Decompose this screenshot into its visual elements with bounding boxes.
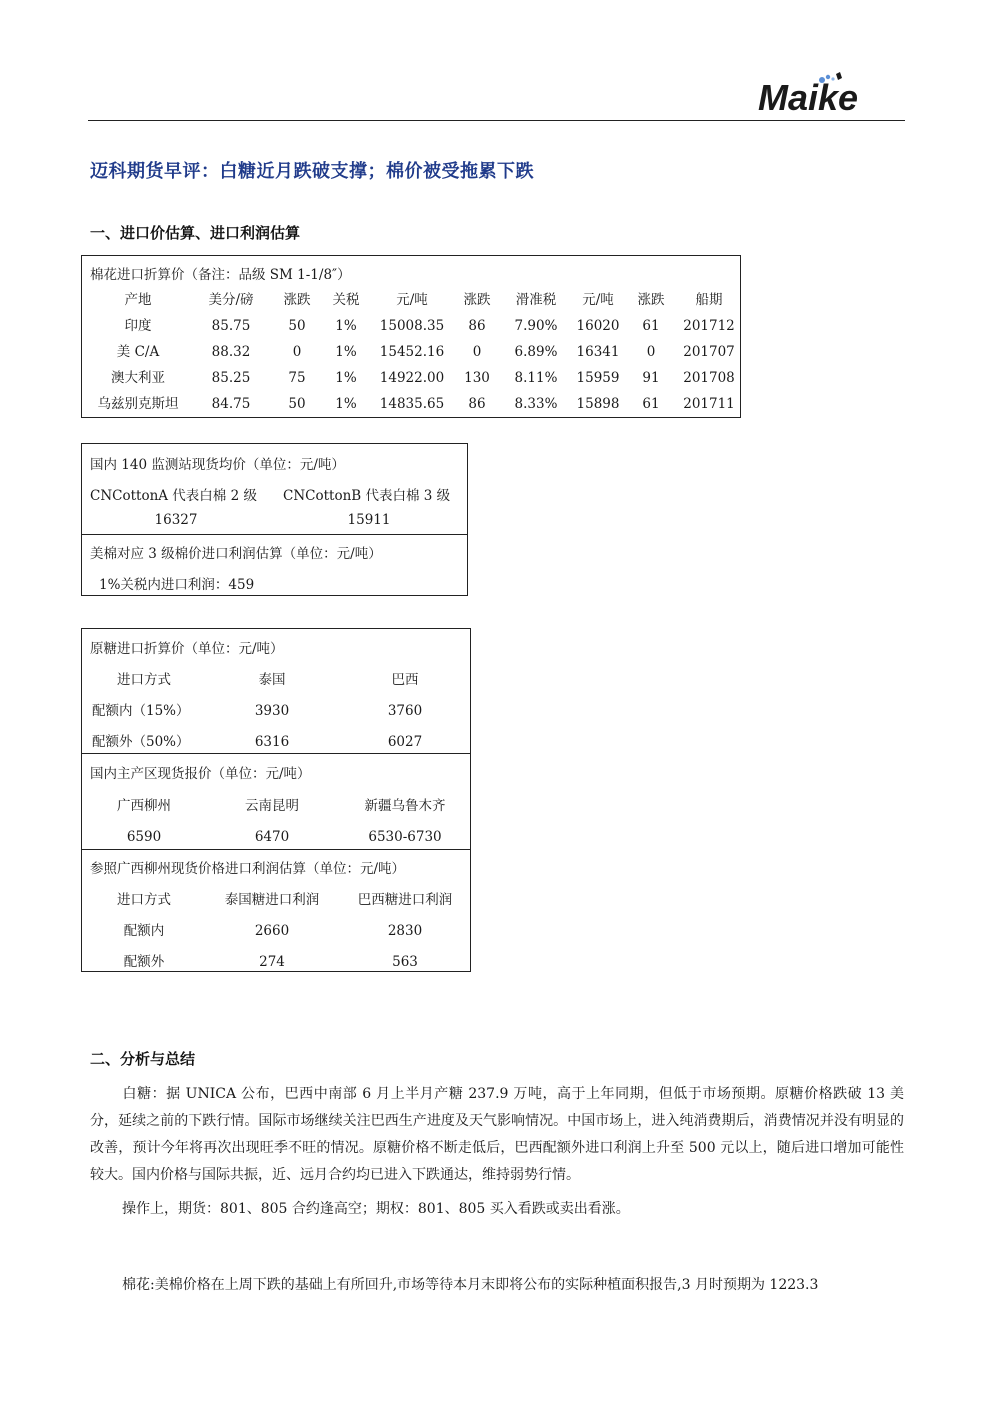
sugar-import-header: 进口方式: [117, 672, 171, 688]
cotton-import-header: 涨跌: [637, 292, 665, 308]
cotton-import-cell: 0: [472, 344, 482, 360]
sugar-profit-caption: 参照广西柳州现货价格进口利润估算（单位：元/吨）: [90, 861, 406, 877]
divider: [82, 849, 470, 850]
cncotton-a-value: 16327: [154, 512, 198, 528]
cotton-import-cell: 88.32: [211, 344, 251, 360]
divider: [82, 753, 470, 754]
cotton-import-header: 关税: [332, 292, 360, 308]
cotton-profit-caption: 美棉对应 3 级棉价进口利润估算（单位：元/吨）: [90, 546, 382, 562]
maike-logo: [756, 70, 892, 122]
header-rule: [88, 120, 905, 121]
cotton-import-cell: 15452.16: [379, 344, 445, 360]
cncotton-b-label: CNCottonB 代表白棉 3 级: [283, 488, 451, 504]
cotton-import-cell: 8.11%: [514, 370, 558, 386]
cotton-import-header: 元/吨: [396, 292, 428, 308]
maike-logo-graphic: [756, 70, 892, 122]
cotton-domestic-caption: 国内 140 监测站现货均价（单位：元/吨）: [90, 457, 345, 473]
cotton-import-cell: 16341: [576, 344, 620, 360]
cotton-import-cell: 1%: [335, 370, 357, 386]
cotton-import-origin: 澳大利亚: [111, 370, 165, 386]
cotton-import-cell: 0: [292, 344, 302, 360]
cotton-import-header: 涨跌: [283, 292, 311, 308]
cotton-import-header: 元/吨: [582, 292, 614, 308]
cotton-import-cell: 50: [288, 318, 306, 334]
sugar-profit-cell: 563: [392, 954, 418, 970]
cotton-import-cell: 85.25: [211, 370, 251, 386]
section-heading-analysis: 二、分析与总结: [90, 1050, 196, 1068]
divider: [82, 534, 467, 535]
cotton-import-cell: 14922.00: [379, 370, 445, 386]
sugar-analysis-paragraph: [90, 1081, 904, 1189]
cotton-import-cell: 6.89%: [514, 344, 558, 360]
cotton-import-cell: 201708: [683, 370, 735, 386]
cotton-import-cell: 84.75: [211, 396, 251, 412]
cncotton-b-value: 15911: [347, 512, 391, 528]
sugar-import-header: 巴西: [391, 672, 419, 688]
operation-paragraph: [90, 1196, 904, 1223]
sugar-profit-header: 泰国糖进口利润: [224, 892, 320, 908]
cotton-import-caption: 棉花进口折算价（备注：品级 SM 1-1/8″）: [90, 267, 351, 283]
cotton-import-origin: 印度: [124, 318, 152, 334]
sugar-spot-value: 6530-6730: [368, 829, 442, 845]
sugar-profit-header: 巴西糖进口利润: [357, 892, 453, 908]
sugar-spot-header: 新疆乌鲁木齐: [364, 798, 446, 814]
sugar-import-header: 泰国: [258, 672, 286, 688]
cotton-import-header: 船期: [695, 292, 723, 308]
cotton-import-cell: 15008.35: [379, 318, 445, 334]
sugar-profit-cell: 2830: [387, 923, 423, 939]
cotton-import-cell: 86: [468, 318, 486, 334]
sugar-analysis-text: 白糖：据 UNICA 公布，巴西中南部 6 月上半月产糖 237.9 万吨，高于上年同期，但低于市场预期。原糖价格跌破 13 美分，延续之前的下跌行情。国际市场继续关注巴西生产进度及天气影响情况。中国市场上，进入纯消费期后，消费情况并没有明显的改善，预计今年将再次出现旺季不旺的情况。原糖价格不断走低后，巴西配额外进口利润上升至 500 元以上，随后进口增加可能性较大。国内价格与国际共振，近、远月合约均已进入下跌通达，维持弱势行情。: [90, 1086, 904, 1183]
sugar-profit-row-label: 配额外: [123, 954, 165, 970]
cotton-import-header: 涨跌: [463, 292, 491, 308]
sugar-import-row-label: 配额外（50%）: [92, 734, 190, 750]
document-title: 迈科期货早评：白糖近月跌破支撑；棉价被受拖累下跌: [90, 161, 534, 182]
sugar-import-caption: 原糖进口折算价（单位：元/吨）: [90, 641, 284, 657]
cotton-import-origin: 美 C/A: [116, 344, 160, 360]
cotton-import-cell: 0: [646, 344, 656, 360]
cotton-import-cell: 201711: [683, 396, 735, 412]
cotton-import-cell: 201712: [683, 318, 735, 334]
cotton-domestic-box: [81, 443, 468, 596]
sugar-import-cell: 3760: [387, 703, 423, 719]
cotton-analysis-text: 棉花:美棉价格在上周下跌的基础上有所回升,市场等待本月末即将公布的实际种植面积报告,3 月时预期为 1223.3: [122, 1277, 819, 1293]
cotton-import-cell: 85.75: [211, 318, 251, 334]
sugar-spot-caption: 国内主产区现货报价（单位：元/吨）: [90, 766, 311, 782]
logo-text: Maike: [758, 77, 859, 118]
sugar-import-cell: 6027: [387, 734, 423, 750]
section-heading-import: 一、进口价估算、进口利润估算: [90, 224, 301, 242]
sugar-profit-row-label: 配额内: [123, 923, 165, 939]
sugar-spot-header: 广西柳州: [117, 798, 171, 814]
cotton-import-header: 滑准税: [515, 292, 557, 308]
cotton-import-cell: 7.90%: [514, 318, 558, 334]
cotton-import-cell: 1%: [335, 396, 357, 412]
cotton-import-cell: 50: [288, 396, 306, 412]
sugar-spot-value: 6470: [254, 829, 290, 845]
cotton-import-cell: 61: [642, 318, 660, 334]
sugar-import-row-label: 配额内（15%）: [92, 703, 190, 719]
sugar-profit-header: 进口方式: [117, 892, 171, 908]
cotton-import-cell: 61: [642, 396, 660, 412]
cotton-import-cell: 8.33%: [514, 396, 558, 412]
cncotton-a-label: CNCottonA 代表白棉 2 级: [90, 488, 257, 504]
operation-text: 操作上，期货：801、805 合约逢高空；期权：801、805 买入看跌或卖出看涨。: [122, 1201, 630, 1217]
cotton-import-cell: 1%: [335, 344, 357, 360]
cotton-import-header: 美分/磅: [208, 292, 254, 308]
sugar-import-cell: 6316: [254, 734, 290, 750]
sugar-spot-value: 6590: [126, 829, 162, 845]
cotton-import-header: 产地: [124, 292, 152, 308]
cotton-analysis-paragraph: [90, 1272, 904, 1299]
cotton-import-origin: 乌兹别克斯坦: [97, 396, 179, 412]
sugar-profit-cell: 274: [259, 954, 285, 970]
cotton-import-cell: 15898: [576, 396, 620, 412]
sugar-import-cell: 3930: [254, 703, 290, 719]
sugar-box: [81, 628, 471, 972]
cotton-import-cell: 86: [468, 396, 486, 412]
cotton-import-cell: 91: [642, 370, 660, 386]
cotton-import-cell: 201707: [683, 344, 735, 360]
cotton-import-cell: 75: [288, 370, 306, 386]
sugar-profit-cell: 2660: [254, 923, 290, 939]
cotton-profit-line: 1%关税内进口利润：459: [99, 577, 255, 593]
cotton-import-cell: 16020: [576, 318, 620, 334]
sugar-spot-header: 云南昆明: [245, 798, 299, 814]
cotton-import-cell: 14835.65: [379, 396, 445, 412]
cotton-import-cell: 130: [464, 370, 490, 386]
cotton-import-cell: 1%: [335, 318, 357, 334]
cotton-import-cell: 15959: [576, 370, 620, 386]
cotton-import-table: [81, 255, 741, 418]
